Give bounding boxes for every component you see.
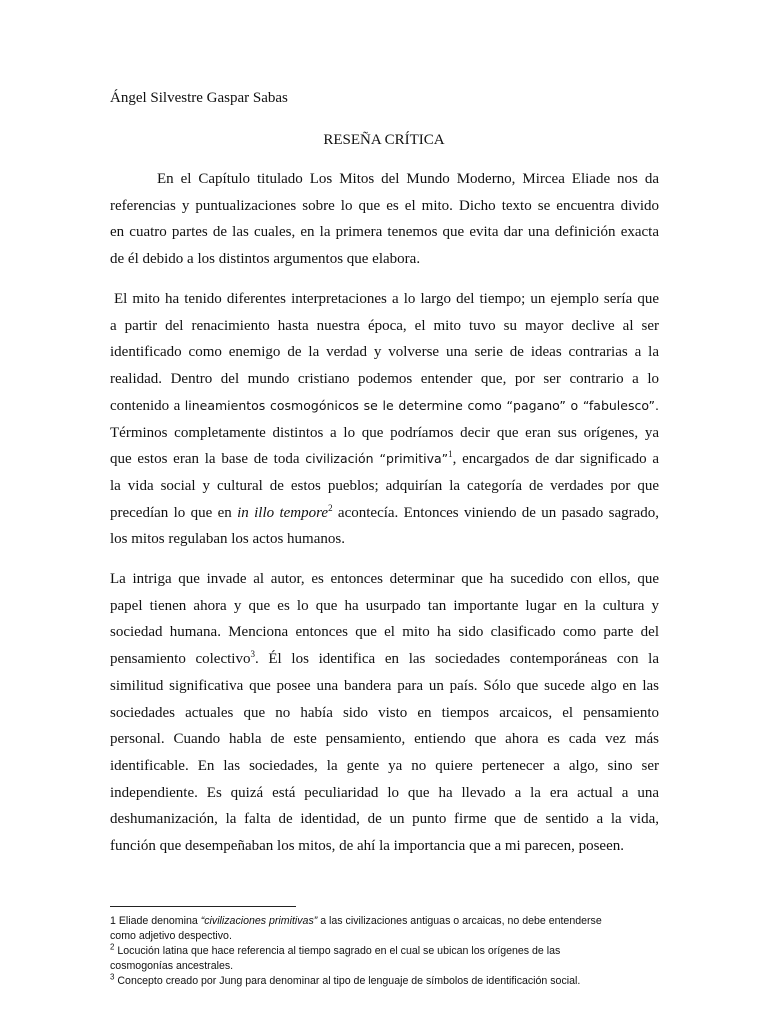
paragraph-line [110,393,659,420]
text-segment: civilización “primitiva” [305,451,449,467]
text-segment: pensamiento colectivo [110,651,251,668]
paragraph-line: En el Capítulo titulado Los Mitos del Mundo Moderno, Mircea Eliade nos da [157,171,659,187]
text-segment: , encargados de dar significado a [452,451,660,468]
paragraph-2 [110,286,659,553]
paragraph-line: de él debido a los distintos argumentos que elabora. [110,251,421,268]
text-segment: Eliade denomina [115,915,201,927]
author-name: Ángel Silvestre Gaspar Sabas [110,90,288,106]
paragraph-1 [110,166,659,273]
text-segment: Concepto creado por Jung para denominar al tipo de lenguaje de símbolos de identificación social. [114,975,581,987]
footnote-2-continuation: cosmogonías ancestrales. [110,960,234,972]
footnote-1-continuation: como adjetivo despectivo. [110,930,232,942]
paragraph-line [110,446,659,473]
paragraph-3 [110,566,659,860]
paragraph-line: independiente. Es quizá está peculiaridad lo que ha llevado a la era actual a una [110,784,659,801]
text-segment: Locución latina que hace referencia al tiempo sagrado en el cual se ubican los orígenes de las [114,945,561,957]
footnote-ref-2[interactable]: 2 [328,502,333,513]
paragraph-line: sociedad humana. Menciona entonces que el mito ha sido clasificado como parte del [110,624,659,641]
paragraph-line: sociedades actuales que no había sido visto en tiempos arcaicos, el pensamiento [110,704,659,721]
paragraph-line: similitud significativa que posee una bandera para un país. Sólo que sucede algo en las [110,677,659,694]
paragraph-line: identificado como enemigo de la verdad y volverse una serie de ideas contrarias a la [110,344,659,361]
paragraph-line: función que desempeñaban los mitos, de ahí la importancia que a mi parecen, poseen. [110,838,624,855]
paragraph-line: los mitos regulaban los actos humanos. [110,531,345,548]
paragraph-line [110,646,659,673]
paragraph-line: a partir del renacimiento hasta nuestra época, el mito tuvo su mayor declive al ser [110,317,659,334]
text-segment: acontecía. Entonces viniendo de un pasado sagrado, [332,504,660,521]
footnote-2 [110,944,670,959]
paragraph-line: Términos completamente distintos a lo que podríamos decir que eran sus orígenes, ya [110,424,659,441]
text-segment: . Él los identifica en las sociedades contemporáneas con la [254,651,659,668]
text-segment: a las civilizaciones antiguas o arcaicas, no debe entenderse [317,915,602,927]
latin-phrase: in illo tempore [237,504,329,521]
footnote-separator [110,906,296,907]
text-segment: contenido a [110,397,181,414]
footnote-ref-3[interactable]: 3 [250,649,255,660]
paragraph-line: la vida social y cultural de estos pueblos; adquirían la categoría de verdades por que [110,477,659,494]
paragraph-line: personal. Cuando habla de este pensamiento, entiendo que ahora es cada vez más [110,731,659,748]
paragraph-line: deshumanización, la falta de identidad, de un punto firme que de sentido a la vida, [110,811,659,828]
footnote-1 [110,914,670,929]
paragraph-line [110,500,659,527]
paragraph-line: en cuatro partes de las cuales, en la primera tenemos que evita dar una definición exacta [110,224,659,241]
footnote-number: 2 [110,942,115,952]
paragraph-line: papel tienen ahora y que es lo que ha usurpado tan importante lugar en la cultura y [110,597,659,614]
footnote-number: 3 [110,972,115,982]
paragraph-line: realidad. Dentro del mundo cristiano podemos entender que, por ser contrario a lo [110,371,659,388]
text-segment: precedían lo que en [110,504,232,521]
footnote-number: 1 [110,915,116,927]
paragraph-line: El mito ha tenido diferentes interpretaciones a lo largo del tiempo; un ejemplo sería que [114,291,659,307]
footnote-ref-1[interactable]: 1 [448,449,453,460]
paragraph-line: referencias y puntualizaciones sobre lo que es el mito. Dicho texto se encuentra divido [110,197,659,214]
footnote-3 [110,974,670,989]
document-title: RESEÑA CRÍTICA [323,132,445,148]
footnotes [110,914,670,989]
text-segment: lineamientos cosmogónicos se le determine como “pagano” o “fabulesco”. [184,397,659,413]
text-segment: “civilizaciones primitivas” [200,915,318,927]
paragraph-line: identificable. En las sociedades, la gente ya no quiere pertenecer a algo, sino ser [110,757,659,774]
text-segment: que estos eran la base de toda [110,451,300,468]
paragraph-line: La intriga que invade al autor, es entonces determinar que ha sucedido con ellos, que [110,571,659,587]
